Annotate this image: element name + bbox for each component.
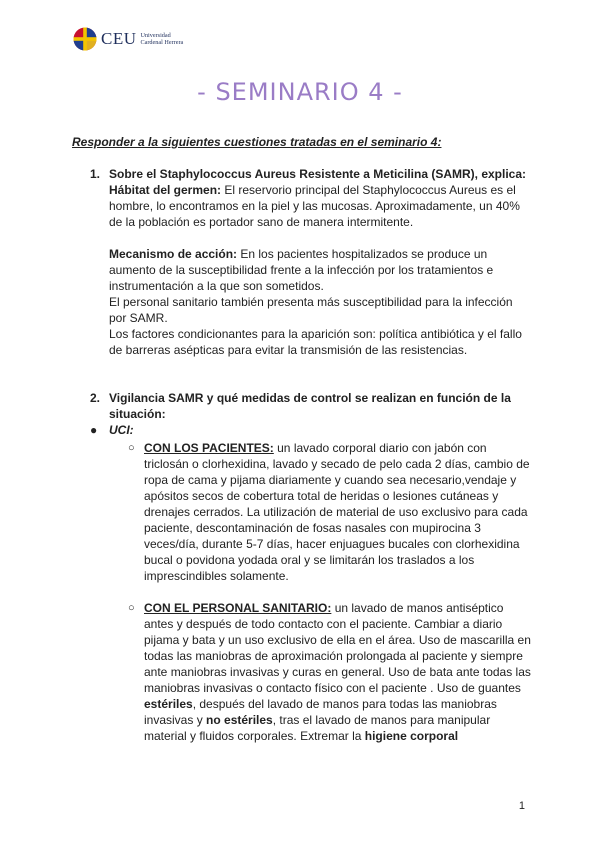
staff-item (72, 600, 532, 744)
bullet-icon: ● (90, 423, 98, 437)
sub-bullet-icon: ○ (128, 602, 135, 614)
ceu-emblem-icon (73, 27, 97, 51)
page-title: - SEMINARIO 4 - (197, 78, 403, 106)
staff-bold-sterile: estériles (144, 697, 193, 711)
logo-name: CEU (101, 29, 137, 48)
question-2-number: 2. (90, 391, 101, 405)
uci-label: UCI: (109, 423, 134, 437)
question-1-number: 1. (90, 167, 101, 181)
patients-item (72, 440, 532, 584)
patients-paragraph (144, 440, 532, 584)
document-body (72, 134, 532, 744)
sub-bullet-icon: ○ (128, 442, 135, 454)
staff-text-1: un lavado de manos antiséptico antes y después de todo contacto con el paciente. Cambiar a diario pijama y bata y un uso exclusivo de ella en el área. Uso de mascarilla en todas las maniobras de aproximación prolongada al paciente y siempre ante maniobras invasivas y curas en general. Uso de bata ante todas las maniobras invasivas o contacto físico con el paciente . Uso de guantes (144, 601, 531, 695)
staff-bold-hygiene: higiene corporal (364, 729, 459, 743)
habitat-label: Hábitat del germen: (109, 183, 222, 197)
logo-subtitle (141, 32, 184, 46)
mechanism-label: Mecanismo de acción: (109, 247, 238, 261)
logo-subtitle-line1: Universidad (140, 32, 171, 39)
mechanism-paragraph-2: El personal sanitario también presenta más susceptibilidad para la infección por SAMR. (109, 295, 513, 325)
staff-text-3: , tras el lavado de manos para manipular material y fluidos corporales. Extremar la (144, 713, 491, 743)
question-1-title: Sobre el Staphylococcus Aureus Resistente a Meticilina (SAMR), explica: (109, 167, 527, 181)
staff-text-2: , después del lavado de manos para todas las maniobras invasivas y (144, 697, 497, 727)
patients-text: un lavado corporal diario con jabón con triclosán o clorhexidina, lavado y secado de pelo cada 2 días, cambio de ropa de cama y pijama diariamente y cuando sea necesario,vendaje y apósitos secos de cobertura total de heridas o lesiones cutáneas y drenajes cerrados. La utilización de material de uso exclusivo para cada paciente, descontaminación de fosas nasales con mupirocina 3 veces/día, durante 5-7 días, hacer enjuagues bucales con clorhexidina bucal o povidona yodada oral y se limitarán los traslados a los imprescindibles solamente. (144, 441, 530, 583)
mechanism-text: En los pacientes hospitalizados se produce un aumento de la susceptibilidad frente a la infección por los tratamientos e instrumentación a la que son sometidos. (109, 247, 494, 293)
habitat-paragraph (109, 182, 532, 230)
habitat-text: El reservorio principal del Staphylococcus Aureus es el hombre, lo encontramos en la piel y las mucosas. Aproximadamente, un 40% de la población es portador sano de manera intermitente. (109, 183, 520, 229)
uci-bullet-item (72, 422, 532, 438)
university-logo (73, 27, 183, 51)
section-heading: Responder a la siguientes cuestiones tratadas en el seminario 4: (72, 135, 442, 149)
logo-subtitle-line2: Cardenal Herrera (140, 39, 184, 46)
staff-bold-non-sterile: no estériles (206, 713, 273, 727)
question-2-title: Vigilancia SAMR y qué medidas de control se realizan en función de la situación: (109, 391, 511, 421)
mechanism-paragraph (109, 246, 532, 294)
question-1 (72, 166, 532, 358)
mechanism-paragraph-3: Los factores condicionantes para la aparición son: política antibiótica y el fallo de barreras asépticas para evitar la transmisión de las resistencias. (109, 327, 522, 357)
staff-label: CON EL PERSONAL SANITARIO: (144, 601, 332, 615)
question-2 (72, 390, 532, 422)
patients-label: CON LOS PACIENTES: (144, 441, 274, 455)
staff-paragraph (144, 600, 532, 744)
page-number: 1 (518, 800, 525, 812)
